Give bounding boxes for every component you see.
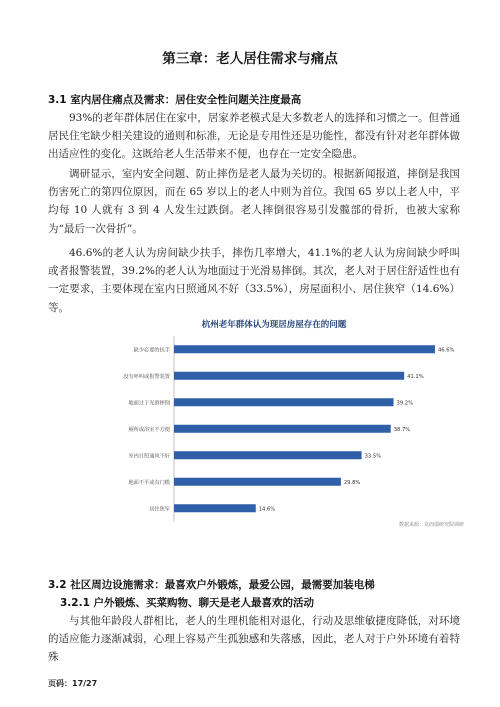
value-label: 38.7%	[393, 426, 411, 433]
chapter-title: 第三章：老人居住需求与痛点	[162, 51, 338, 67]
value-label: 33.5%	[364, 453, 382, 460]
chart-title: 杭州老年群体认为现居房屋存在的问题	[201, 320, 347, 330]
bar	[174, 504, 256, 512]
section-3-1-paragraph-2: 调研显示，室内安全问题、防止摔伤是老人最为关切的。根据新闻报道，摔倒是我国伤害死亡的第四位原因，而在 65 岁以上的老人中则为首位。我国 65 岁以上老人中，平均每 10 人就有 3 到 4 人发生过跌倒。老人摔倒很容易引发髋部的骨折，也被大家称为“最后一次骨折”。	[48, 168, 460, 235]
chart-plot	[84, 330, 464, 526]
category-label: 地面过于光滑摔倒	[128, 400, 170, 407]
section-3-2-heading: 3.2 社区周边设施需求：最喜欢户外锻炼，最爱公园，最需要加装电梯	[48, 579, 375, 591]
bar	[174, 425, 391, 433]
category-label: 居住狭窄	[149, 506, 170, 513]
bar	[174, 398, 394, 406]
section-3-1-paragraph-1: 93%的老年群体居住在家中，居家养老模式是大多数老人的选择和习惯之一。但普通居民住宅缺少相关建设的通则和标准，无论是专用性还是功能性，都没有针对老年群体做出适应性的变化。这既给老人生活带来不便，也存在一定安全隐患。	[48, 112, 460, 161]
bar	[174, 478, 341, 486]
value-label: 41.1%	[407, 373, 424, 380]
category-label: 没有呼叫或报警装置	[123, 373, 170, 380]
bar-chart	[84, 318, 464, 530]
section-3-2-paragraph-1: 与其他年龄段人群相比，老人的生理机能相对退化，行动及思维敏捷度降低，对环境的适应能力逐渐减弱，心理上容易产生孤独感和失落感，因此，老人对于户外环境有着特殊	[48, 615, 460, 664]
category-label: 地面不平或有门槛	[128, 479, 170, 486]
category-label: 厕所或浴室不方便	[128, 426, 170, 433]
section-3-1-paragraph-3: 46.6%的老人认为房间缺少扶手，摔伤几率增大，41.1%的老人认为房间缺少呼叫或者报警装置，39.2%的老人认为地面过于光滑易摔倒。其次，老人对于居住舒适性也有一定要求，主要体现在室内日照通风不好（33.5%），房屋面积小、居住狭窄（14.6%）等。	[48, 247, 460, 314]
section-3-1-heading: 3.1 室内居住痛点及需求：居住安全性问题关注度最高	[48, 94, 302, 106]
bar	[174, 372, 404, 380]
bar	[174, 451, 362, 459]
category-label: 缺少必要的扶手	[133, 347, 170, 354]
page-number: 页码：17/27	[48, 679, 98, 688]
value-label: 39.2%	[396, 400, 414, 407]
value-label: 29.8%	[343, 479, 361, 486]
value-label: 46.6%	[437, 347, 455, 354]
chart-source: 数据来源：克而瑞研究院调研	[398, 522, 464, 528]
section-3-2-1-heading: 3.2.1 户外锻炼、买菜购物、聊天是老人最喜欢的活动	[60, 597, 315, 609]
value-label: 14.6%	[258, 506, 276, 513]
bar	[174, 345, 435, 353]
category-label: 室内日照通风不好	[128, 453, 170, 460]
